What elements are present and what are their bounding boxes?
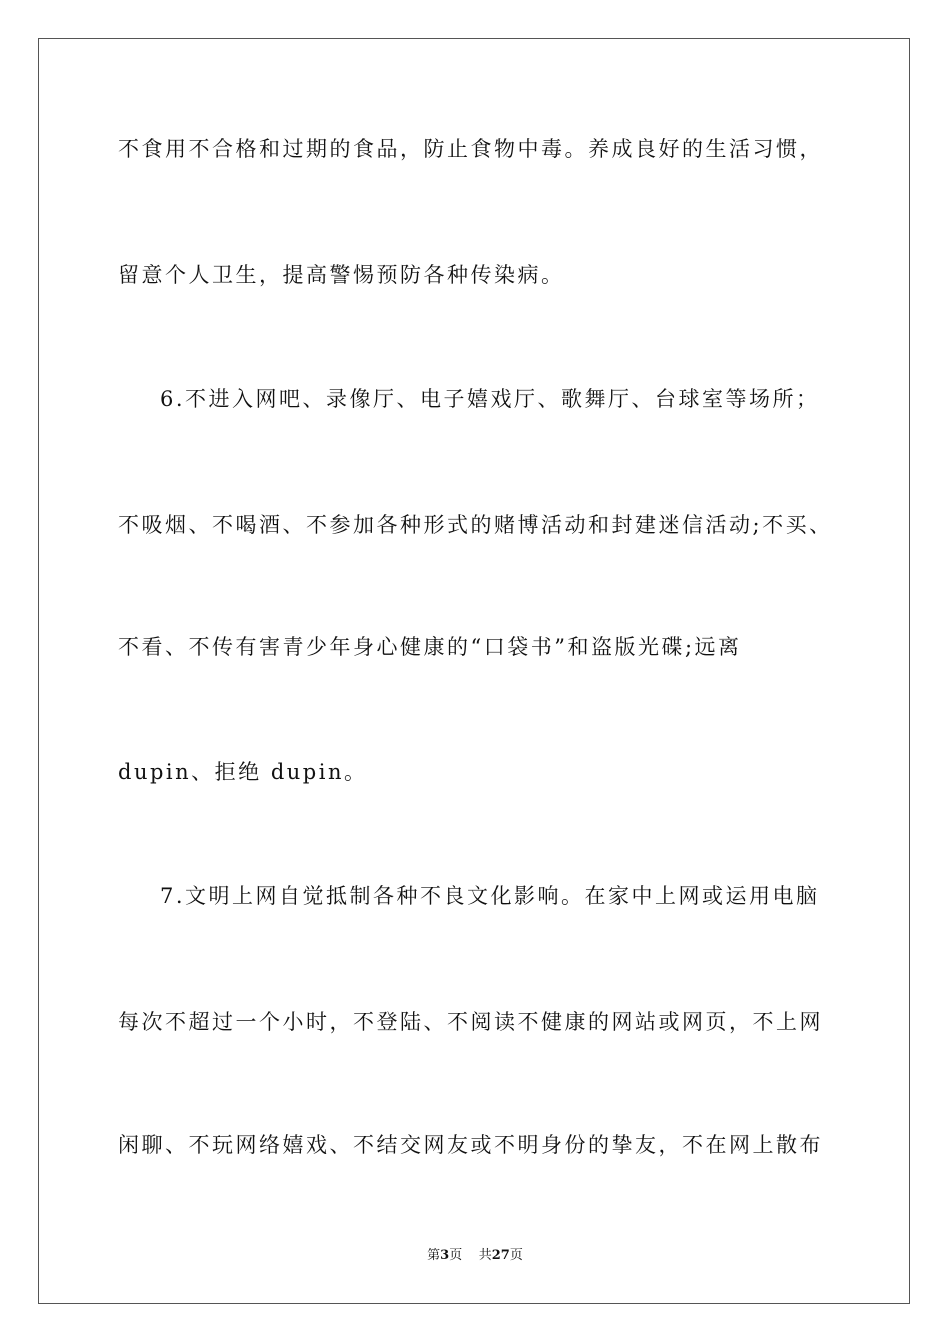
text-line: 留意个人卫生，提高警惕预防各种传染病。 xyxy=(118,263,565,287)
page-footer xyxy=(0,1248,950,1264)
page-border xyxy=(38,38,910,1304)
page-number: 3 xyxy=(440,1248,450,1263)
total-suffix: 页 xyxy=(509,1248,523,1263)
text-line: 不吸烟、不喝酒、不参加各种形式的赌博活动和封建迷信活动;不买、 xyxy=(118,513,833,537)
text-line: 闲聊、不玩网络嬉戏、不结交网友或不明身份的挚友，不在网上散布 xyxy=(118,1133,823,1157)
text-line: 6.不进入网吧、录像厅、电子嬉戏厅、歌舞厅、台球室等场所； xyxy=(160,387,820,411)
text-line: 不看、不传有害青少年身心健康的“口袋书”和盗版光碟;远离 xyxy=(118,635,742,659)
text-line: dupin、拒绝 dupin。 xyxy=(118,760,368,784)
total-prefix: 共 xyxy=(478,1248,492,1263)
text-line: 不食用不合格和过期的食品，防止食物中毒。养成良好的生活习惯， xyxy=(118,137,823,161)
text-line: 7.文明上网自觉抵制各种不良文化影响。在家中上网或运用电脑 xyxy=(160,884,820,908)
page-prefix: 第 xyxy=(427,1248,441,1263)
text-line: 每次不超过一个小时，不登陆、不阅读不健康的网站或网页，不上网 xyxy=(118,1010,823,1034)
total-pages: 27 xyxy=(491,1248,510,1263)
page-suffix: 页 xyxy=(449,1248,463,1263)
